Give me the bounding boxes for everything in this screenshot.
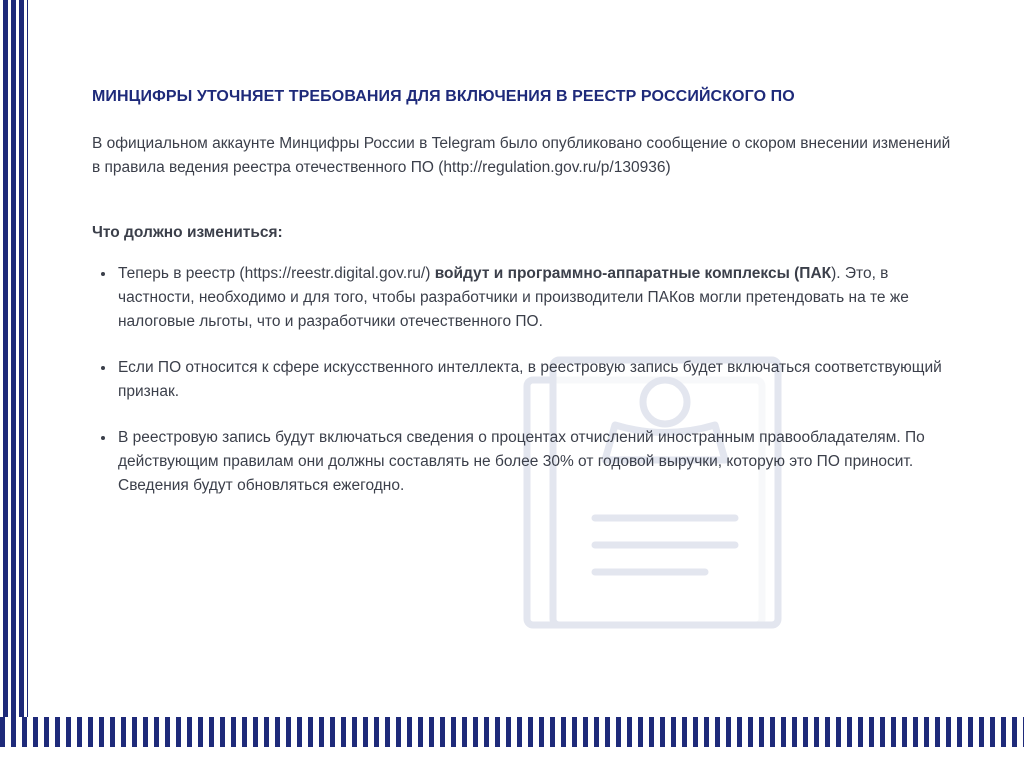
bottom-margin bbox=[0, 747, 1024, 767]
list-item bbox=[116, 356, 952, 404]
intro-paragraph: В официальном аккаунте Минцифры России в Telegram было опубликовано сообщение о скором внесении изменений в правила ведения реестра отечественного ПО (http://regulation.gov.ru/p/130936) bbox=[92, 135, 951, 176]
left-stripe-decoration bbox=[0, 0, 34, 767]
page-title: МИНЦИФРЫ УТОЧНЯЕТ ТРЕБОВАНИЯ ДЛЯ ВКЛЮЧЕНИЯ В РЕЕСТР РОССИЙСКОГО ПО bbox=[92, 88, 795, 105]
changes-list bbox=[92, 262, 952, 498]
list-item-text: В реестровую запись будут включаться сведения о процентах отчислений иностранным правообладателям. По действующим правилам они должны составлять не более 30% от годовой выручки, которую это ПО приносит. Сведения будут обновляться ежегодно. bbox=[118, 429, 925, 494]
content bbox=[92, 88, 952, 520]
list-item bbox=[116, 426, 952, 498]
list-item bbox=[116, 262, 952, 334]
list-item-text: Если ПО относится к сфере искусственного интеллекта, в реестровую запись будет включаться соответствующий признак. bbox=[118, 359, 942, 400]
list-item-text: ). Это, в частности, необходимо и для того, чтобы разработчики и производители ПАКов могли претендовать на те же налоговые льготы, что и разработчики отечественного ПО. bbox=[118, 265, 909, 330]
list-item-bold-text: войдут и программно-аппаратные комплексы (ПАК bbox=[434, 265, 832, 282]
changes-subheading: Что должно измениться: bbox=[92, 224, 283, 241]
list-item-text: Теперь в реестр (https://reestr.digital.gov.ru/) bbox=[118, 265, 435, 282]
bottom-stripe-decoration bbox=[0, 717, 1024, 747]
